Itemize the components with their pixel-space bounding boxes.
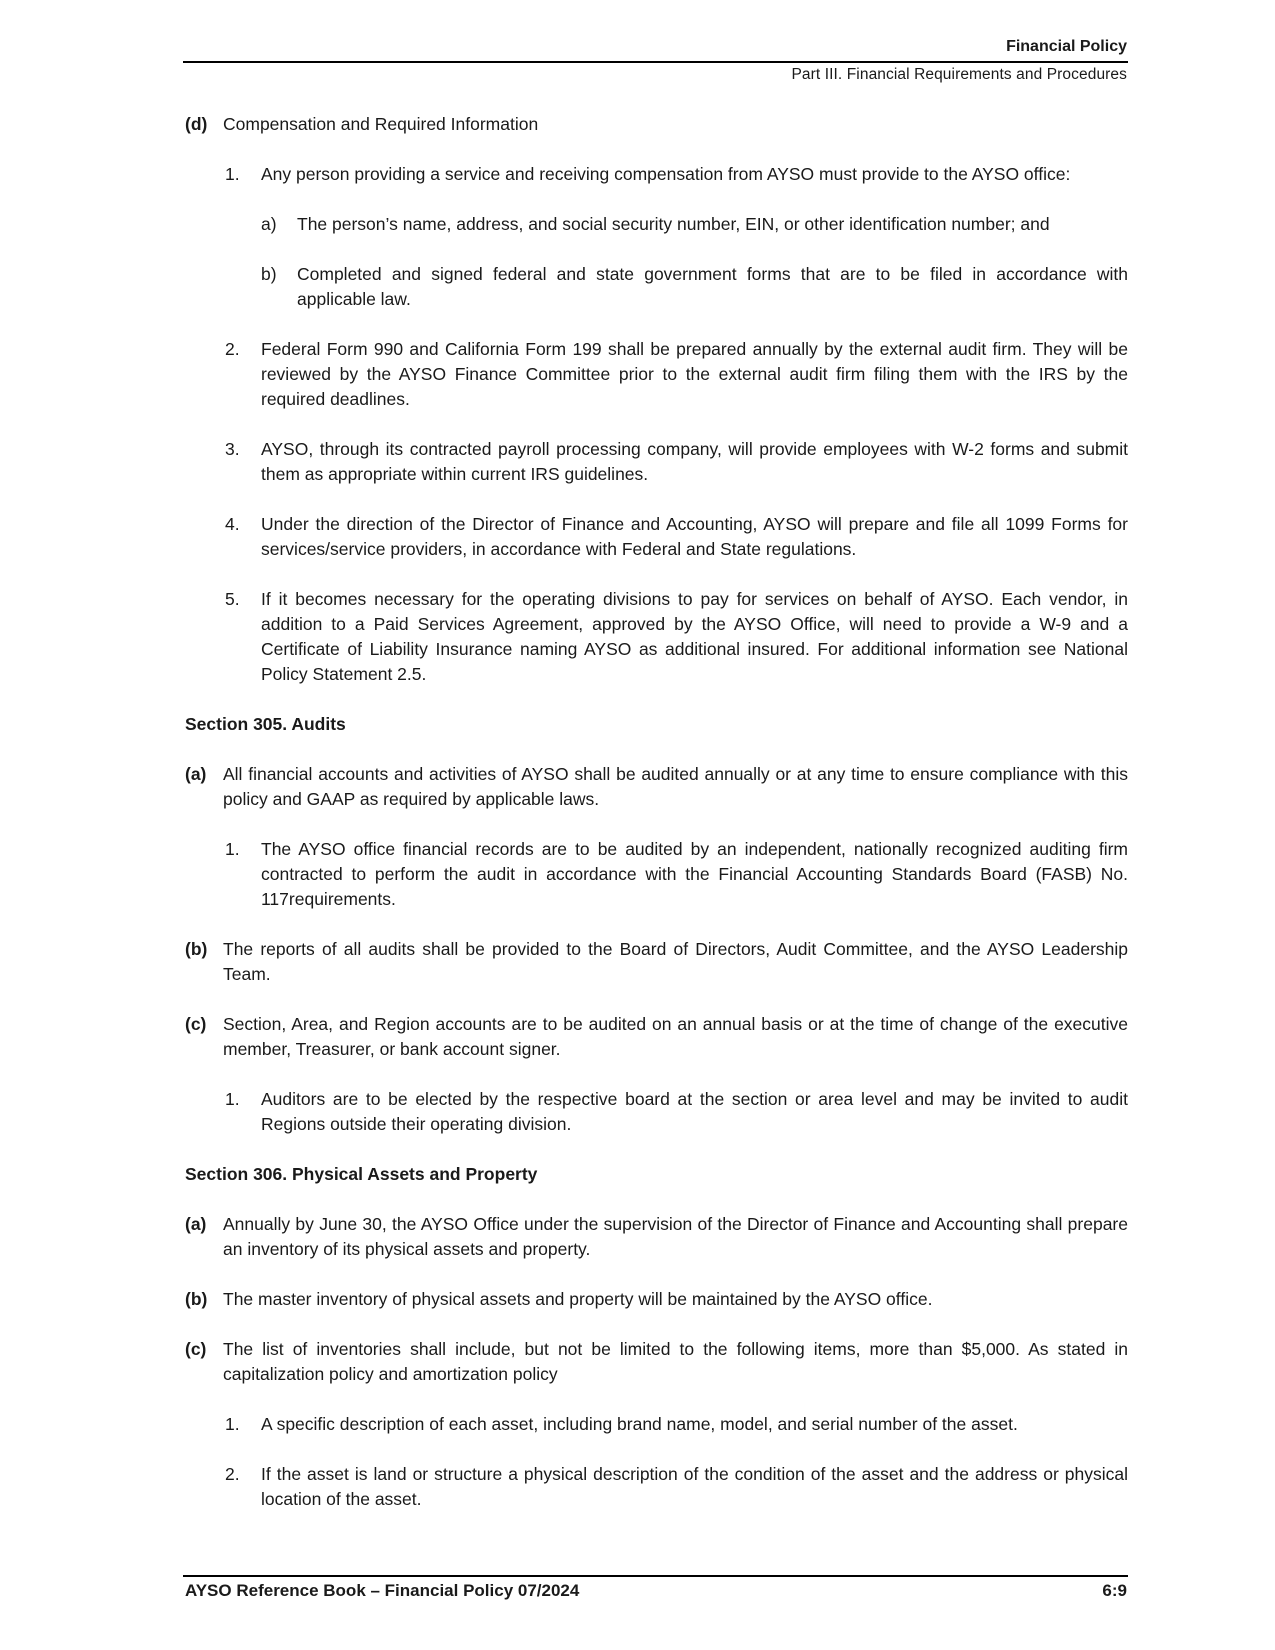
list-item-text: AYSO, through its contracted payroll processing company, will provide employees with W-2 forms and submit them as appropriate within current IRS guidelines. (261, 439, 1128, 484)
sub-list-item (185, 212, 1128, 237)
list-item (185, 587, 1128, 687)
list-item-text: The AYSO office financial records are to be audited by an independent, nationally recognized auditing firm contracted to perform the audit in accordance with the Financial Accounting Standards Board (FASB) No. 117requirements. (261, 839, 1128, 909)
list-marker: b) (261, 264, 277, 284)
list-item-text: If it becomes necessary for the operating divisions to pay for services on behalf of AYSO. Each vendor, in addition to a Paid Services Agreement, approved by the AYSO Office, will need to provide a W-9 and a Certificate of Liability Insurance naming AYSO as additional insured. For additional information see National Policy Statement 2.5. (261, 589, 1128, 684)
list-item-text: Auditors are to be elected by the respective board at the section or area level and may be invited to audit Regions outside their operating division. (261, 1089, 1128, 1134)
list-marker: 2. (225, 339, 240, 359)
section-305-heading: Section 305. Audits (185, 714, 346, 734)
list-marker: (b) (185, 1289, 208, 1309)
list-item (185, 1462, 1128, 1512)
list-marker: (c) (185, 1014, 207, 1034)
running-header-title: Financial Policy (1006, 38, 1127, 55)
list-marker: (b) (185, 939, 208, 959)
sub-list-item-text: The person’s name, address, and social security number, EIN, or other identification number; and (297, 214, 1050, 234)
list-item-text: Under the direction of the Director of Finance and Accounting, AYSO will prepare and file all 1099 Forms for services/service providers, in accordance with Federal and State regulations. (261, 514, 1128, 559)
paragraph-306-b (185, 1287, 1128, 1312)
paragraph-305-b (185, 937, 1128, 987)
paragraph-text: Compensation and Required Information (223, 114, 539, 134)
paragraph-text: The list of inventories shall include, but not be limited to the following items, more than $5,000. As stated in capitalization policy and amortization policy (223, 1339, 1128, 1384)
list-marker: 5. (225, 589, 240, 609)
list-item (185, 437, 1128, 487)
list-marker: (c) (185, 1339, 207, 1359)
list-item (185, 512, 1128, 562)
list-item-text: Any person providing a service and receiving compensation from AYSO must provide to the AYSO office: (261, 164, 1071, 184)
paragraph-text: The master inventory of physical assets and property will be maintained by the AYSO office. (223, 1289, 933, 1309)
list-item (185, 1412, 1128, 1437)
sub-list-item-text: Completed and signed federal and state government forms that are to be filed in accordance with applicable law. (297, 264, 1128, 309)
list-item (185, 162, 1128, 187)
sub-list-item (185, 262, 1128, 312)
list-marker: 2. (225, 1464, 240, 1484)
list-marker: 1. (225, 1089, 240, 1109)
list-item (185, 1087, 1128, 1137)
list-item (185, 337, 1128, 412)
paragraph-305-c (185, 1012, 1128, 1062)
header-divider (183, 61, 1128, 63)
list-item (185, 837, 1128, 912)
footer-page-number: 6:9 (1102, 1581, 1127, 1600)
paragraph-text: The reports of all audits shall be provided to the Board of Directors, Audit Committee, and the AYSO Leadership Team. (223, 939, 1128, 984)
running-header-subtitle: Part III. Financial Requirements and Procedures (791, 66, 1127, 83)
paragraph-d (185, 112, 1128, 137)
footer-divider (183, 1575, 1128, 1577)
page-body (185, 112, 1128, 1512)
list-marker: (d) (185, 114, 208, 134)
section-306-heading: Section 306. Physical Assets and Property (185, 1164, 538, 1184)
list-marker: 1. (225, 839, 240, 859)
paragraph-text: Annually by June 30, the AYSO Office under the supervision of the Director of Finance and Accounting shall prepare an inventory of its physical assets and property. (223, 1214, 1128, 1259)
paragraph-305-a (185, 762, 1128, 812)
footer-document-title: AYSO Reference Book – Financial Policy 07/2024 (185, 1581, 580, 1600)
list-marker: 4. (225, 514, 240, 534)
list-marker: (a) (185, 764, 207, 784)
list-item-text: Federal Form 990 and California Form 199 shall be prepared annually by the external audit firm. They will be reviewed by the AYSO Finance Committee prior to the external audit firm filing them with the IRS by the required deadlines. (261, 339, 1128, 409)
list-marker: a) (261, 214, 277, 234)
list-item-text: If the asset is land or structure a physical description of the condition of the asset and the address or physical location of the asset. (261, 1464, 1128, 1509)
list-marker: 1. (225, 1414, 240, 1434)
list-item-text: A specific description of each asset, including brand name, model, and serial number of the asset. (261, 1414, 1018, 1434)
paragraph-306-a (185, 1212, 1128, 1262)
paragraph-text: All financial accounts and activities of AYSO shall be audited annually or at any time to ensure compliance with this policy and GAAP as required by applicable laws. (223, 764, 1128, 809)
list-marker: 3. (225, 439, 240, 459)
list-marker: 1. (225, 164, 240, 184)
list-marker: (a) (185, 1214, 207, 1234)
paragraph-306-c (185, 1337, 1128, 1387)
paragraph-text: Section, Area, and Region accounts are to be audited on an annual basis or at the time of change of the executive member, Treasurer, or bank account signer. (223, 1014, 1128, 1059)
